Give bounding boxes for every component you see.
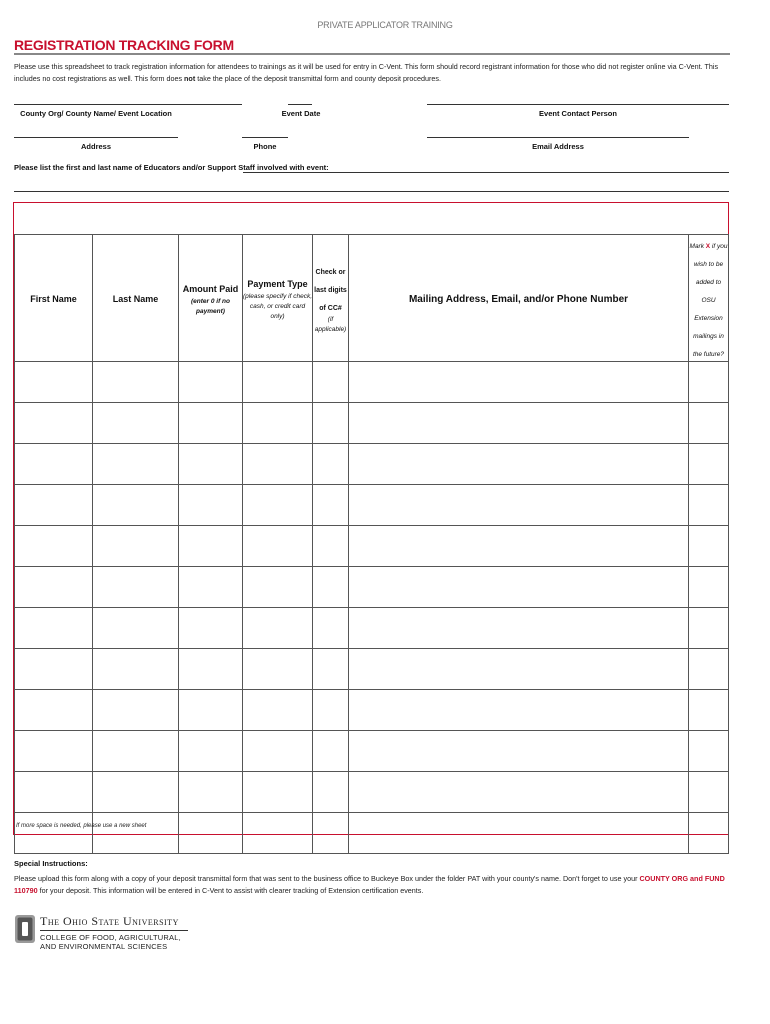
- college-name-line-1: COLLEGE OF FOOD, AGRICULTURAL,: [40, 933, 181, 942]
- table-row: [15, 690, 729, 731]
- cell-first-name[interactable]: [15, 526, 93, 567]
- intro-paragraph: [14, 61, 730, 85]
- educators-label: Please list the first and last name of Educators and/or Support Staff involved with event:: [14, 163, 329, 172]
- special-instructions-text: [14, 873, 730, 897]
- cell-amount-paid[interactable]: [179, 485, 243, 526]
- cell-payment-type[interactable]: [243, 444, 313, 485]
- college-name: [40, 933, 181, 951]
- cell-mailing-optin[interactable]: [689, 608, 729, 649]
- cell-check-cc[interactable]: [313, 526, 349, 567]
- university-name: The Ohio State University: [40, 914, 179, 928]
- col-mailing-label: Mailing Address, Email, and/or Phone Number: [408, 294, 629, 305]
- table-row: [15, 403, 729, 444]
- cell-mailing[interactable]: [349, 690, 689, 731]
- cell-last-name[interactable]: [93, 813, 179, 854]
- phone-label: Phone: [253, 142, 277, 151]
- cell-first-name[interactable]: [15, 485, 93, 526]
- col-payment-type-note: (please specify if check, cash, or credit card only): [243, 293, 313, 320]
- table-row: [15, 526, 729, 567]
- cell-last-name[interactable]: [93, 403, 179, 444]
- cell-first-name[interactable]: [15, 567, 93, 608]
- col-payment-type-label: Payment Type: [247, 279, 308, 289]
- table-row: [15, 731, 729, 772]
- cell-first-name[interactable]: [15, 813, 93, 854]
- cell-payment-type[interactable]: [243, 403, 313, 444]
- col-last-name: [93, 235, 179, 362]
- cell-payment-type[interactable]: [243, 772, 313, 813]
- cell-last-name[interactable]: [93, 526, 179, 567]
- cell-amount-paid[interactable]: [179, 813, 243, 854]
- table-row: [15, 772, 729, 813]
- cell-mailing[interactable]: [349, 649, 689, 690]
- cell-payment-type[interactable]: [243, 649, 313, 690]
- cell-mailing[interactable]: [349, 772, 689, 813]
- cell-payment-type[interactable]: [243, 362, 313, 403]
- cell-last-name[interactable]: [93, 567, 179, 608]
- cell-check-cc[interactable]: [313, 485, 349, 526]
- cell-amount-paid[interactable]: [179, 690, 243, 731]
- block-o-logo-icon: [14, 914, 36, 944]
- cell-first-name[interactable]: [15, 649, 93, 690]
- cell-amount-paid[interactable]: [179, 567, 243, 608]
- cell-mailing-optin[interactable]: [689, 444, 729, 485]
- cell-mailing-optin[interactable]: [689, 772, 729, 813]
- cell-last-name[interactable]: [93, 362, 179, 403]
- table-row: [15, 608, 729, 649]
- address-label: Address: [80, 142, 111, 151]
- cell-mailing-optin[interactable]: [689, 403, 729, 444]
- cell-last-name[interactable]: [93, 772, 179, 813]
- table-row: [15, 813, 729, 854]
- form-title: REGISTRATION TRACKING FORM: [14, 37, 234, 53]
- table-row: [15, 444, 729, 485]
- cell-last-name[interactable]: [93, 649, 179, 690]
- cell-mailing-optin[interactable]: [689, 649, 729, 690]
- email-field[interactable]: [427, 137, 689, 138]
- page-header-label: PRIVATE APPLICATOR TRAINING: [317, 20, 453, 30]
- cell-mailing[interactable]: [349, 362, 689, 403]
- cell-amount-paid[interactable]: [179, 403, 243, 444]
- county-org-label: County Org/ County Name/ Event Location: [20, 109, 172, 118]
- cell-amount-paid[interactable]: [179, 362, 243, 403]
- cell-mailing-optin[interactable]: [689, 485, 729, 526]
- educators-field-2[interactable]: [14, 191, 729, 192]
- table-body: [15, 362, 729, 854]
- overflow-note: If more space is needed, please use a new sheet: [16, 823, 147, 829]
- cell-mailing[interactable]: [349, 731, 689, 772]
- cell-mailing-optin[interactable]: [689, 526, 729, 567]
- cell-first-name[interactable]: [15, 731, 93, 772]
- educators-field-1[interactable]: [243, 172, 729, 173]
- special-text-2: for your deposit. This information will be entered in C-Vent to assist with clearer tracking of Extension certification events.: [37, 886, 424, 895]
- cell-mailing[interactable]: [349, 444, 689, 485]
- cell-check-cc[interactable]: [313, 444, 349, 485]
- cell-check-cc[interactable]: [313, 813, 349, 854]
- col-amount-paid-label: Amount Paid: [182, 284, 239, 294]
- cell-payment-type[interactable]: [243, 567, 313, 608]
- cell-check-cc[interactable]: [313, 403, 349, 444]
- cell-amount-paid[interactable]: [179, 772, 243, 813]
- cell-check-cc[interactable]: [313, 567, 349, 608]
- phone-field[interactable]: [242, 137, 288, 138]
- special-instructions-heading: Special Instructions:: [14, 859, 88, 868]
- cell-last-name[interactable]: [93, 608, 179, 649]
- cell-amount-paid[interactable]: [179, 731, 243, 772]
- table-row: [15, 485, 729, 526]
- cell-mailing[interactable]: [349, 526, 689, 567]
- cell-amount-paid[interactable]: [179, 526, 243, 567]
- cell-mailing[interactable]: [349, 813, 689, 854]
- cell-amount-paid[interactable]: [179, 649, 243, 690]
- col-check-cc-note: (if applicable): [314, 316, 347, 333]
- cell-first-name[interactable]: [15, 772, 93, 813]
- table-row: [15, 567, 729, 608]
- table-header-row: [15, 235, 729, 362]
- col-mailing-optin-pre: Mark: [689, 243, 706, 250]
- col-amount-paid: [179, 235, 243, 362]
- col-check-cc: [313, 235, 349, 362]
- cell-payment-type[interactable]: [243, 608, 313, 649]
- cell-mailing[interactable]: [349, 485, 689, 526]
- cell-last-name[interactable]: [93, 690, 179, 731]
- registrant-table: [14, 234, 729, 854]
- col-mailing-optin-label: [690, 243, 728, 358]
- cell-mailing-optin[interactable]: [689, 813, 729, 854]
- col-mailing-optin: [689, 235, 729, 362]
- cell-check-cc[interactable]: [313, 362, 349, 403]
- email-label: Email Address: [532, 142, 584, 151]
- cell-payment-type[interactable]: [243, 813, 313, 854]
- address-field[interactable]: [14, 137, 178, 138]
- col-payment-type: [243, 235, 313, 362]
- cell-last-name[interactable]: [93, 444, 179, 485]
- col-first-name-label: First Name: [30, 294, 77, 304]
- col-mailing-optin-x: X: [705, 243, 711, 250]
- intro-text-1: Please use this spreadsheet to track registration information for attendees to trainings as it will be used for entry in C-Vent. This form should record registrant information for those who did not register online via C-Vent. This includes no cost registrations as well. This form does: [14, 62, 719, 83]
- cell-first-name[interactable]: [15, 362, 93, 403]
- event-date-field[interactable]: [288, 104, 312, 105]
- col-first-name: [15, 235, 93, 362]
- cell-mailing-optin[interactable]: [689, 567, 729, 608]
- table-row: [15, 362, 729, 403]
- cell-last-name[interactable]: [93, 485, 179, 526]
- cell-payment-type[interactable]: [243, 526, 313, 567]
- cell-check-cc[interactable]: [313, 690, 349, 731]
- col-check-cc-label: Check or last digits of CC#: [314, 269, 347, 312]
- intro-text-bold: not: [184, 74, 196, 83]
- table-row: [15, 649, 729, 690]
- intro-text-2: take the place of the deposit transmittal form and county deposit procedures.: [195, 74, 441, 83]
- cell-mailing[interactable]: [349, 567, 689, 608]
- cell-check-cc[interactable]: [313, 649, 349, 690]
- cell-payment-type[interactable]: [243, 485, 313, 526]
- event-contact-label: Event Contact Person: [539, 109, 617, 118]
- county-org-field[interactable]: [14, 104, 242, 105]
- cell-mailing-optin[interactable]: [689, 362, 729, 403]
- special-text-1: Please upload this form along with a copy of your deposit transmittal form that was sent to the business office to Buckeye Box under the folder PAT with your county's name. Don't forget to use your: [14, 874, 640, 883]
- special-text-highlight: COUNTY ORG and FUND 110790: [14, 874, 725, 895]
- cell-first-name[interactable]: [15, 444, 93, 485]
- college-name-line-2: AND ENVIRONMENTAL SCIENCES: [40, 942, 168, 951]
- cell-mailing-optin[interactable]: [689, 731, 729, 772]
- cell-amount-paid[interactable]: [179, 444, 243, 485]
- col-mailing-optin-post: if you wish to be added to OSU Extension mailings in the future?: [692, 243, 728, 358]
- event-date-label: Event Date: [281, 109, 321, 118]
- cell-payment-type[interactable]: [243, 731, 313, 772]
- cell-check-cc[interactable]: [313, 608, 349, 649]
- cell-amount-paid[interactable]: [179, 608, 243, 649]
- event-contact-field[interactable]: [427, 104, 729, 105]
- cell-mailing[interactable]: [349, 608, 689, 649]
- cell-mailing[interactable]: [349, 403, 689, 444]
- cell-mailing-optin[interactable]: [689, 690, 729, 731]
- cell-check-cc[interactable]: [313, 731, 349, 772]
- cell-payment-type[interactable]: [243, 690, 313, 731]
- logo-divider: [40, 930, 188, 931]
- cell-last-name[interactable]: [93, 731, 179, 772]
- cell-check-cc[interactable]: [313, 772, 349, 813]
- cell-first-name[interactable]: [15, 608, 93, 649]
- cell-first-name[interactable]: [15, 690, 93, 731]
- title-divider: [14, 53, 730, 55]
- cell-first-name[interactable]: [15, 403, 93, 444]
- col-amount-paid-note: (enter 0 if no payment): [190, 298, 230, 315]
- col-mailing: [349, 235, 689, 362]
- col-last-name-label: Last Name: [112, 294, 159, 304]
